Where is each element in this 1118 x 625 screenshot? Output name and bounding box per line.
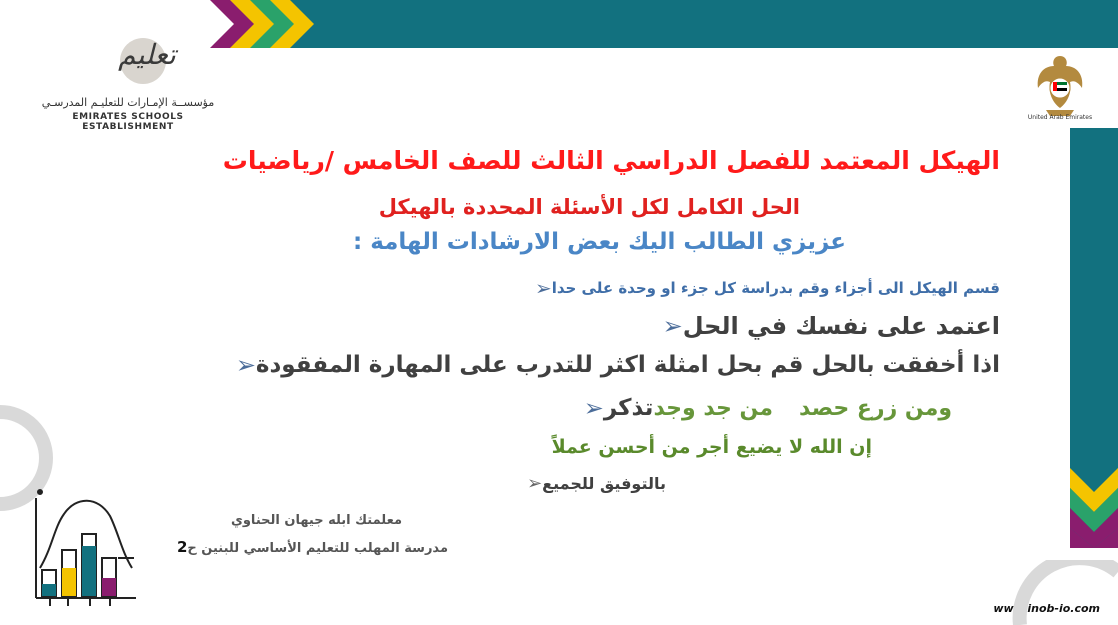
bar-chart-icon [18, 488, 138, 613]
logo-arabic-text: مؤسســة الإمـارات للتعليـم المدرسـي [41, 96, 215, 109]
list-item [525, 276, 1000, 300]
remember-phrase: من جد وجد [653, 395, 773, 421]
closing-line [517, 473, 666, 494]
arc-decoration [1010, 560, 1118, 625]
website-link[interactable]: www.inob-io.com [993, 602, 1100, 615]
remember-phrase: ومن زرع حصد [798, 395, 952, 421]
logo-english-text: EMIRATES SCHOOLS ESTABLISHMENT [72, 112, 184, 132]
list-item-text: اعتمد على نفسك في الحل [682, 312, 1000, 340]
instructions-heading: عزيزي الطالب اليك بعض الارشادات الهامة : [353, 229, 846, 255]
closing-text: بالتوفيق للجميع [542, 474, 666, 493]
school-name-text: مدرسة المهلب للتعليم الأساسي للبنين ح [187, 541, 448, 556]
emirates-schools-logo [28, 36, 228, 132]
chevron-right-icon: ➢ [583, 394, 604, 422]
list-item [574, 394, 1000, 422]
teacher-name: معلمتك ابله جيهان الحناوي [230, 513, 402, 528]
remember-label: تذكر [603, 395, 654, 421]
chevron-right-icon: ➢ [534, 276, 552, 300]
page-subtitle: الحل الكامل لكل الأسئلة المحددة بالهيكل [378, 195, 800, 219]
chevron-right-icon: ➢ [527, 473, 543, 494]
right-stripe-decoration [1070, 128, 1118, 548]
chevron-right-icon: ➢ [235, 351, 256, 379]
school-name [177, 538, 448, 556]
chevron-right-icon: ➢ [662, 312, 683, 340]
uae-caption: United Arab Emirates [1027, 114, 1093, 121]
quote-text: إن الله لا يضيع أجر من أحسن عملاً [551, 436, 872, 458]
list-item-text: اذا أخفقت بالحل قم بحل امثلة اكثر للتدرب على المهارة المفقودة [255, 352, 1000, 378]
list-item [653, 312, 1000, 340]
school-number: 2 [176, 538, 188, 556]
list-item [226, 351, 1000, 379]
logo-word: تعليم [118, 38, 176, 71]
page-title: الهيكل المعتمد للفصل الدراسي الثالث للصف الخامس /رياضيات [222, 146, 1000, 175]
top-banner-decoration [210, 0, 1118, 48]
list-item-text: قسم الهيكل الى أجزاء وقم بدراسة كل جزء او وحدة على حدا [551, 279, 1000, 297]
